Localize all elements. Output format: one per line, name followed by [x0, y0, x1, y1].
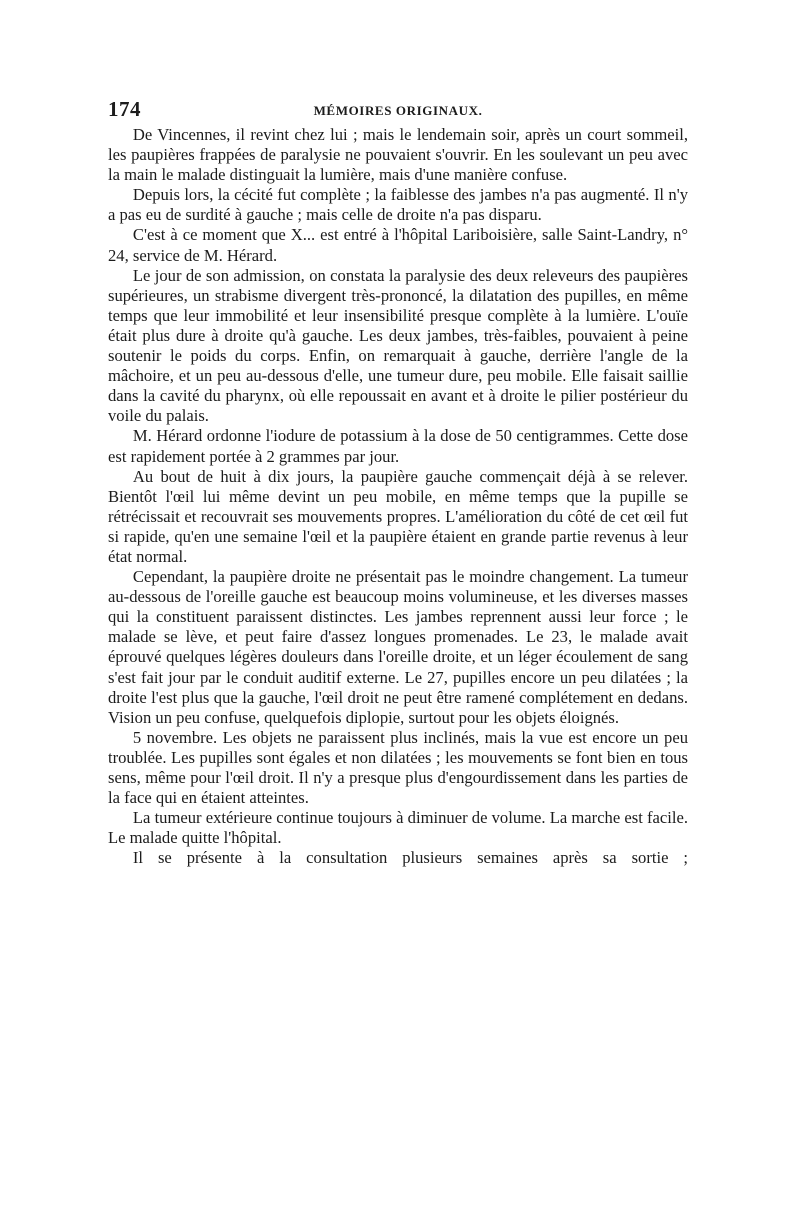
paragraph: Depuis lors, la cécité fut complète ; la faiblesse des jambes n'a pas augmenté. Il n'y a pas eu de surdité à gauche ; mais celle de droite n'a pas disparu.	[108, 185, 688, 225]
paragraph: 5 novembre. Les objets ne paraissent plus inclinés, mais la vue est encore un peu troublée. Les pupilles sont égales et non dilatées ; les mouvements se font bien en tous sens, même pour l'œil droit. Il n'y a presque plus d'engourdissement dans les parties de la face qui en étaient atteintes.	[108, 727, 688, 808]
page-number: 174	[108, 97, 141, 121]
paragraph: La tumeur extérieure continue toujours à diminuer de volume. La marche est facile. Le malade quitte l'hôpital.	[108, 808, 688, 848]
paragraph: Cependant, la paupière droite ne présentait pas le moindre changement. La tumeur au-dessous de l'oreille gauche est beaucoup moins volumineuse, et les diverses masses qui la constituent paraissent distinctes. Les jambes reprennent aussi leur force ; le malade se lève, et peut faire d'assez longues promenades. Le 23, le malade avait éprouvé quelques légères douleurs dans l'oreille droite, et un léger écoulement de sang s'est fait jour par le conduit auditif externe. Le 27, pupilles encore un peu dilatées ; la droite l'est plus que la gauche, l'œil droit ne peut être ramené complétement en dedans. Vision un peu confuse, quelquefois diplopie, surtout pour les objets éloignés.	[108, 567, 688, 727]
paragraph: M. Hérard ordonne l'iodure de potassium à la dose de 50 centigrammes. Cette dose est rapidement portée à 2 grammes par jour.	[108, 426, 688, 466]
paragraph: Au bout de huit à dix jours, la paupière gauche commençait déjà à se relever. Bientôt l'œil lui même devint un peu mobile, en même temps que la pupille se rétrécissait et recouvrait ses mouvements propres. L'amélioration du côté de cet œil fut si rapide, qu'en une semaine l'œil et la paupière étaient en grande partie revenus à leur état normal.	[108, 466, 688, 566]
page-header	[108, 95, 688, 125]
paragraph: C'est à ce moment que X... est entré à l'hôpital Lariboisière, salle Saint-Landry, n° 24, service de M. Hérard.	[108, 225, 688, 265]
body-text	[108, 125, 688, 868]
paragraph: Le jour de son admission, on constata la paralysie des deux releveurs des paupières supérieures, un strabisme divergent très-prononcé, la dilatation des pupilles, en même temps que leur immobilité et leur insensibilité presque complète à la lumière. L'ouïe était plus dure à droite qu'à gauche. Les deux jambes, très-faibles, pouvaient à peine soutenir le poids du corps. Enfin, on remarquait à gauche, derrière l'angle de la mâchoire, et un peu au-dessous d'elle, une tumeur dure, peu mobile. Elle faisait saillie dans la cavité du pharynx, où elle repoussait en avant et à droite le pilier postérieur du voile du palais.	[108, 265, 688, 426]
running-title: MÉMOIRES ORIGINAUX.	[313, 103, 483, 118]
paragraph: Il se présente à la consultation plusieurs semaines après sa sortie ;	[132, 848, 688, 868]
paragraph: De Vincennes, il revint chez lui ; mais le lendemain soir, après un court sommeil, les paupières frappées de paralysie ne pouvaient s'ouvrir. En les soulevant un peu avec la main le malade distinguait la lumière, mais d'une manière confuse.	[108, 125, 688, 185]
book-page	[108, 95, 688, 1165]
